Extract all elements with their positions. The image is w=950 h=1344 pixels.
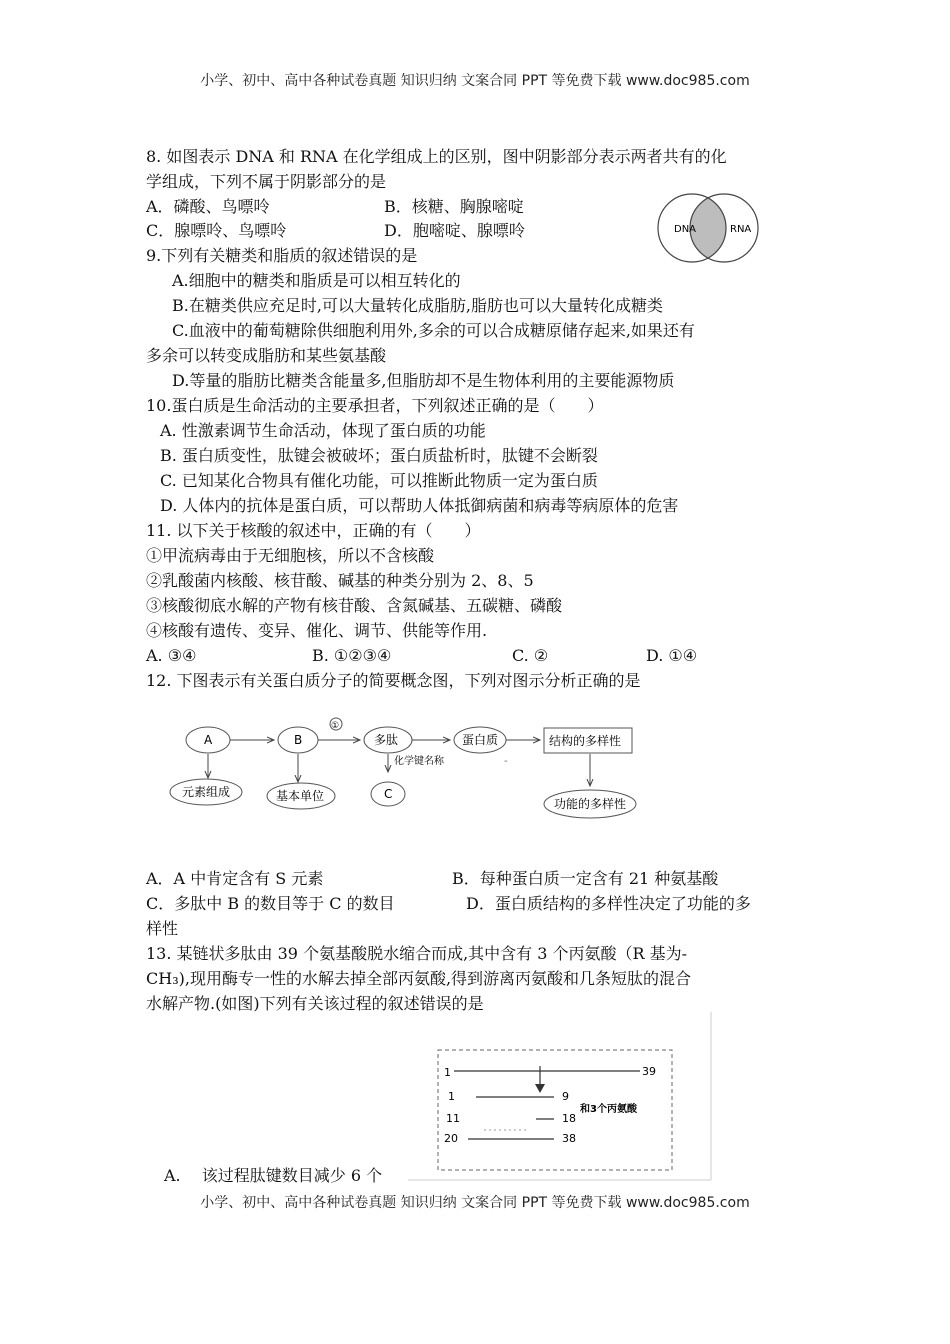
q10-option-a: A. 性激素调节生命活动，体现了蛋白质的功能 <box>160 421 486 440</box>
q12-option-c: C．多肽中 B 的数目等于 C 的数目 <box>146 894 395 913</box>
q11-statement-3: ③核酸彻底水解的产物有核苷酸、含氮碱基、五碳糖、磷酸 <box>146 596 563 615</box>
q12-option-d-line1: D．蛋白质结构的多样性决定了功能的多 <box>466 894 751 913</box>
page-footer: 小学、初中、高中各种试卷真题 知识归纳 文案合同 PPT 等免费下载 www.doc985.com <box>200 1195 750 1211</box>
q10-option-d: D. 人体内的抗体是蛋白质，可以帮助人体抵御病菌和病毒等病原体的危害 <box>160 496 679 515</box>
q11-option-d: D. ①④ <box>646 646 698 665</box>
q11-option-b: B. ①②③④ <box>312 646 392 665</box>
frag2-start: 11 <box>446 1112 460 1125</box>
q8-stem-line1: 8. 如图表示 DNA 和 RNA 在化学组成上的区别，图中阴影部分表示两者共有的化 <box>146 147 727 166</box>
node-a-label: A <box>204 733 213 747</box>
frag3-start: 20 <box>444 1132 458 1145</box>
hydrolysis-arrow-head <box>535 1084 545 1093</box>
q8-option-d: D．胞嘧啶、腺嘌呤 <box>384 221 525 240</box>
q13-stem-line1: 13. 某链状多肽由 39 个氨基酸脱水缩合而成,其中含有 3 个丙氨酸（R 基为- <box>146 944 688 963</box>
alanine-note: 和3个丙氨酸 <box>580 1104 637 1115</box>
q12-option-d-line2: 样性 <box>146 919 179 938</box>
q12-stem: 12. 下图表示有关蛋白质分子的简要概念图，下列对图示分析正确的是 <box>146 671 641 690</box>
frag2-end: 18 <box>562 1112 576 1125</box>
q9-stem: 9.下列有关糖类和脂质的叙述错误的是 <box>146 246 418 265</box>
node-function-diversity-label: 功能的多样性 <box>554 797 627 811</box>
q9-option-a: A.细胞中的糖类和脂质是可以相互转化的 <box>172 271 461 290</box>
stray-mark: - <box>504 756 508 767</box>
node-elements-label: 元素组成 <box>182 785 231 799</box>
q11-statement-4: ④核酸有遗传、变异、催化、调节、供能等作用. <box>146 621 488 640</box>
node-protein-label: 蛋白质 <box>462 733 499 747</box>
step-1-label: ① <box>331 721 340 731</box>
hydrolysis-diagram <box>408 1012 714 1182</box>
bond-name-label: 化学键名称 <box>394 756 444 767</box>
protein-concept-map <box>160 710 660 830</box>
node-polypeptide-label: 多肽 <box>374 733 399 747</box>
venn-rna-label: RNA <box>730 224 752 235</box>
q13-stem-line2: CH₃),现用酶专一性的水解去掉全部丙氨酸,得到游离丙氨酸和几条短肽的混合 <box>146 969 692 988</box>
frag1-start: 1 <box>448 1090 455 1103</box>
q12-option-b: B．每种蛋白质一定含有 21 种氨基酸 <box>452 869 719 888</box>
q9-option-c-line1: C.血液中的葡萄糖除供细胞利用外,多余的可以合成糖原储存起来,如果还有 <box>172 321 695 340</box>
q9-option-c-line2: 多余可以转变成脂肪和某些氨基酸 <box>146 346 387 365</box>
page-header: 小学、初中、高中各种试卷真题 知识归纳 文案合同 PPT 等免费下载 www.doc985.com <box>200 73 750 89</box>
node-basic-unit-label: 基本单位 <box>276 789 325 803</box>
q10-stem: 10.蛋白质是生命活动的主要承担者，下列叙述正确的是（ ） <box>146 396 604 415</box>
q11-option-c: C. ② <box>512 646 549 665</box>
q13-stem-line3: 水解产物.(如图)下列有关该过程的叙述错误的是 <box>146 994 484 1013</box>
frag1-end: 9 <box>562 1090 569 1103</box>
node-structure-diversity-label: 结构的多样性 <box>549 734 622 748</box>
q11-statement-1: ①甲流病毒由于无细胞核，所以不含核酸 <box>146 546 435 565</box>
q8-option-a: A．磷酸、鸟嘌呤 <box>146 197 270 216</box>
node-c-label: C <box>384 787 393 801</box>
q8-option-c: C．腺嘌呤、鸟嘌呤 <box>146 221 287 240</box>
q9-option-b: B.在糖类供应充足时,可以大量转化成脂肪,脂肪也可以大量转化成糖类 <box>172 296 664 315</box>
q12-option-a: A．A 中肯定含有 S 元素 <box>146 869 324 888</box>
venn-diagram <box>652 192 764 264</box>
q8-stem-line2: 学组成，下列不属于阴影部分的是 <box>146 172 387 191</box>
q13-option-a: A. 该过程肽键数目减少 6 个 <box>164 1166 383 1185</box>
q11-stem: 11. 以下关于核酸的叙述中，正确的有（ ） <box>146 521 481 540</box>
q10-option-c: C. 已知某化合物具有催化功能，可以推断此物质一定为蛋白质 <box>160 471 598 490</box>
q8-option-b: B．核糖、胸腺嘧啶 <box>384 197 524 216</box>
venn-dna-label: DNA <box>674 224 697 235</box>
q11-statement-2: ②乳酸菌内核酸、核苷酸、碱基的种类分别为 2、8、5 <box>146 571 534 590</box>
q10-option-b: B. 蛋白质变性，肽键会被破坏；蛋白质盐析时，肽键不会断裂 <box>160 446 598 465</box>
node-b-label: B <box>294 733 303 747</box>
chain-end: 39 <box>642 1065 656 1078</box>
frag3-end: 38 <box>562 1132 576 1145</box>
q11-option-a: A. ③④ <box>146 646 197 665</box>
q9-option-d: D.等量的脂肪比糖类含能量多,但脂肪却不是生物体利用的主要能源物质 <box>172 371 675 390</box>
chain-start: 1 <box>444 1066 451 1079</box>
